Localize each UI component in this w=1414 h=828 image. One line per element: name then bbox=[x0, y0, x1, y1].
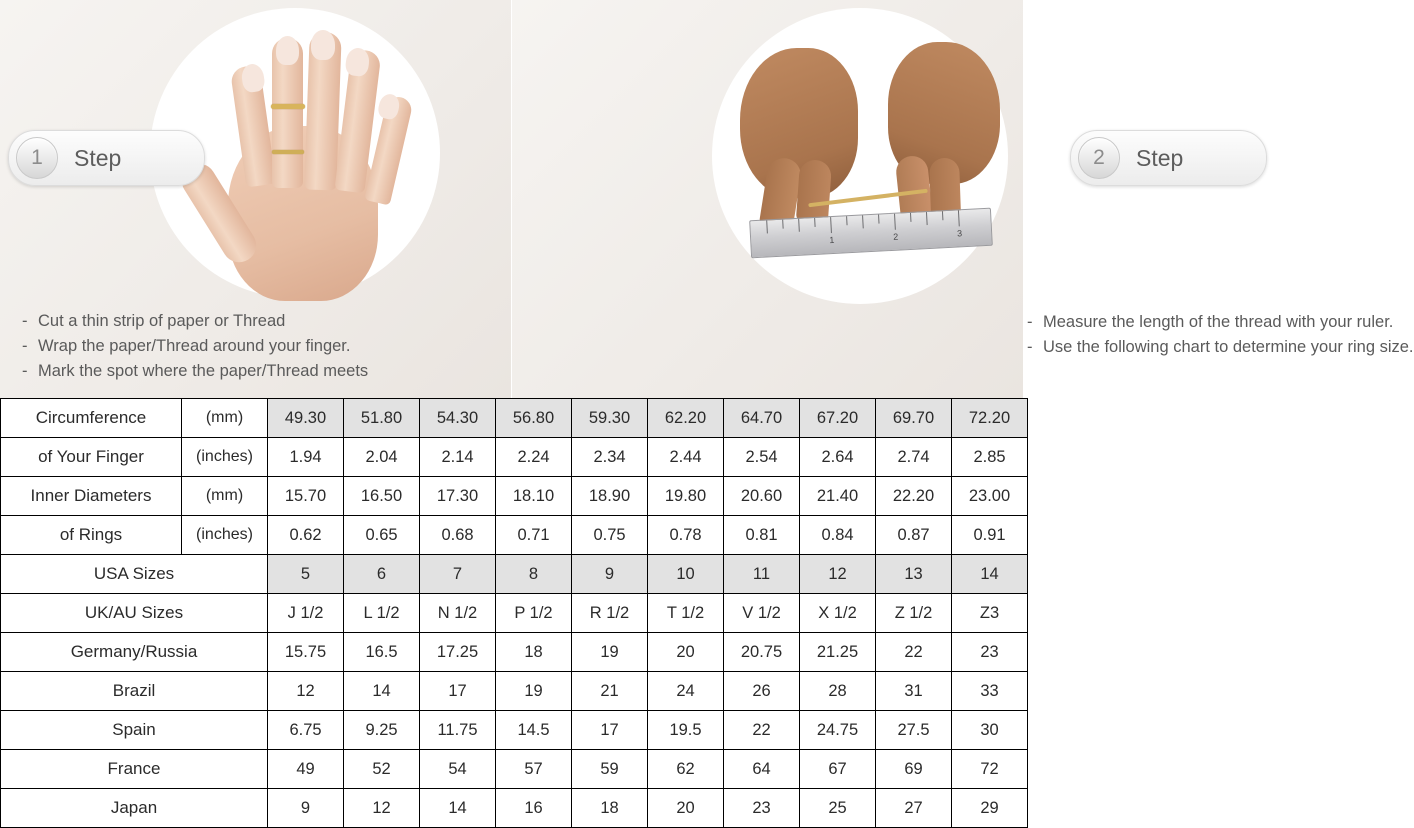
cell: 54 bbox=[420, 750, 496, 789]
cell: V 1/2 bbox=[724, 594, 800, 633]
cell: 9.25 bbox=[344, 711, 420, 750]
row-label-germany-russia: Germany/Russia bbox=[1, 633, 268, 672]
cell: 12 bbox=[268, 672, 344, 711]
cell: 30 bbox=[952, 711, 1028, 750]
cell: 20 bbox=[648, 789, 724, 828]
cell: 62 bbox=[648, 750, 724, 789]
step-1-bullet-3: Mark the spot where the paper/Thread meets bbox=[38, 362, 369, 380]
cell: 2.24 bbox=[496, 438, 572, 477]
row-label-inner-diameters-2: of Rings bbox=[1, 516, 182, 555]
cell: 19 bbox=[572, 633, 648, 672]
cell: Z3 bbox=[952, 594, 1028, 633]
cell: 67 bbox=[800, 750, 876, 789]
table-row bbox=[1, 789, 1028, 828]
cell: 0.81 bbox=[724, 516, 800, 555]
row-unit-mm-2: (mm) bbox=[182, 477, 268, 516]
cell: 20.60 bbox=[724, 477, 800, 516]
cell: 10 bbox=[648, 555, 724, 594]
cell: J 1/2 bbox=[268, 594, 344, 633]
row-label-brazil: Brazil bbox=[1, 672, 268, 711]
step-2-panel bbox=[511, 0, 1414, 398]
cell: 27 bbox=[876, 789, 952, 828]
cell: 16 bbox=[496, 789, 572, 828]
cell: 27.5 bbox=[876, 711, 952, 750]
cell: 49 bbox=[268, 750, 344, 789]
table-row bbox=[1, 438, 1028, 477]
cell: 64.70 bbox=[724, 399, 800, 438]
ruler-mark-3: 3 bbox=[956, 228, 963, 239]
step-2-bullet-2: Use the following chart to determine your ring size. bbox=[1043, 338, 1414, 356]
cell: 16.50 bbox=[344, 477, 420, 516]
table-row bbox=[1, 594, 1028, 633]
cell: 22 bbox=[724, 711, 800, 750]
step-1-badge bbox=[8, 130, 205, 186]
cell: 18 bbox=[496, 633, 572, 672]
cell: 2.85 bbox=[952, 438, 1028, 477]
row-label-japan: Japan bbox=[1, 789, 268, 828]
step-2-number: 2 bbox=[1078, 137, 1120, 179]
cell: 0.62 bbox=[268, 516, 344, 555]
row-unit-inches-2: (inches) bbox=[182, 516, 268, 555]
cell: 0.78 bbox=[648, 516, 724, 555]
cell: 64 bbox=[724, 750, 800, 789]
cell: 14 bbox=[344, 672, 420, 711]
cell: 2.04 bbox=[344, 438, 420, 477]
table-row bbox=[1, 711, 1028, 750]
cell: 17.25 bbox=[420, 633, 496, 672]
cell: 18 bbox=[572, 789, 648, 828]
cell: 20.75 bbox=[724, 633, 800, 672]
ruler-mark-2: 2 bbox=[892, 231, 899, 242]
cell: 14 bbox=[420, 789, 496, 828]
table-row bbox=[1, 399, 1028, 438]
cell: 0.65 bbox=[344, 516, 420, 555]
cell: 33 bbox=[952, 672, 1028, 711]
cell: 0.68 bbox=[420, 516, 496, 555]
cell: 0.71 bbox=[496, 516, 572, 555]
cell: 57 bbox=[496, 750, 572, 789]
cell: 17 bbox=[420, 672, 496, 711]
cell: 2.54 bbox=[724, 438, 800, 477]
cell: 51.80 bbox=[344, 399, 420, 438]
cell: 25 bbox=[800, 789, 876, 828]
cell: 28 bbox=[800, 672, 876, 711]
cell: 15.75 bbox=[268, 633, 344, 672]
cell: 26 bbox=[724, 672, 800, 711]
ruler-mark-1: 1 bbox=[829, 234, 835, 246]
table-row bbox=[1, 672, 1028, 711]
cell: X 1/2 bbox=[800, 594, 876, 633]
cell: 13 bbox=[876, 555, 952, 594]
cell: 23 bbox=[724, 789, 800, 828]
step-1-bullet-1: Cut a thin strip of paper or Thread bbox=[38, 312, 286, 330]
cell: 69 bbox=[876, 750, 952, 789]
cell: 52 bbox=[344, 750, 420, 789]
step-1-instructions: - Cut a thin strip of paper or Thread - Wrap the paper/Thread around your finger. - Mark the spot where the paper/Thread meets bbox=[22, 312, 369, 380]
table-row bbox=[1, 555, 1028, 594]
cell: 9 bbox=[572, 555, 648, 594]
cell: 2.14 bbox=[420, 438, 496, 477]
table-row bbox=[1, 633, 1028, 672]
row-label-inner-diameters: Inner Diameters bbox=[1, 477, 182, 516]
cell: 23 bbox=[952, 633, 1028, 672]
cell: 19.80 bbox=[648, 477, 724, 516]
cell: 54.30 bbox=[420, 399, 496, 438]
cell: 72.20 bbox=[952, 399, 1028, 438]
cell: 15.70 bbox=[268, 477, 344, 516]
cell: 21.25 bbox=[800, 633, 876, 672]
step-1-number: 1 bbox=[16, 137, 58, 179]
step-1-bullet-2: Wrap the paper/Thread around your finger. bbox=[38, 337, 351, 355]
cell: Z 1/2 bbox=[876, 594, 952, 633]
cell: 21.40 bbox=[800, 477, 876, 516]
cell: 8 bbox=[496, 555, 572, 594]
cell: 17.30 bbox=[420, 477, 496, 516]
cell: 18.90 bbox=[572, 477, 648, 516]
step-2-badge bbox=[1070, 130, 1267, 186]
cell: 62.20 bbox=[648, 399, 724, 438]
cell: 24.75 bbox=[800, 711, 876, 750]
cell: 0.91 bbox=[952, 516, 1028, 555]
row-label-spain: Spain bbox=[1, 711, 268, 750]
cell: 0.84 bbox=[800, 516, 876, 555]
row-label-circumference-2: of Your Finger bbox=[1, 438, 182, 477]
cell: 19 bbox=[496, 672, 572, 711]
cell: 49.30 bbox=[268, 399, 344, 438]
cell: 14.5 bbox=[496, 711, 572, 750]
row-label-uk-au-sizes: UK/AU Sizes bbox=[1, 594, 268, 633]
cell: 22.20 bbox=[876, 477, 952, 516]
cell: 31 bbox=[876, 672, 952, 711]
step-2-label: Step bbox=[1136, 144, 1184, 171]
cell: 24 bbox=[648, 672, 724, 711]
cell: T 1/2 bbox=[648, 594, 724, 633]
cell: L 1/2 bbox=[344, 594, 420, 633]
step-2-bullet-1: Measure the length of the thread with your ruler. bbox=[1043, 313, 1394, 331]
row-unit-inches: (inches) bbox=[182, 438, 268, 477]
step-2-instructions: - Measure the length of the thread with your ruler. - Use the following chart to determine your ring size. bbox=[1027, 313, 1414, 356]
cell: 2.34 bbox=[572, 438, 648, 477]
cell: N 1/2 bbox=[420, 594, 496, 633]
cell: 14 bbox=[952, 555, 1028, 594]
cell: 19.5 bbox=[648, 711, 724, 750]
cell: 20 bbox=[648, 633, 724, 672]
table-row bbox=[1, 516, 1028, 555]
cell: 18.10 bbox=[496, 477, 572, 516]
cell: 21 bbox=[572, 672, 648, 711]
cell: 11 bbox=[724, 555, 800, 594]
row-label-circumference: Circumference bbox=[1, 399, 182, 438]
cell: 17 bbox=[572, 711, 648, 750]
cell: 5 bbox=[268, 555, 344, 594]
steps-section bbox=[0, 0, 1414, 398]
cell: 12 bbox=[800, 555, 876, 594]
cell: P 1/2 bbox=[496, 594, 572, 633]
cell: 56.80 bbox=[496, 399, 572, 438]
cell: 67.20 bbox=[800, 399, 876, 438]
cell: 6.75 bbox=[268, 711, 344, 750]
cell: 1.94 bbox=[268, 438, 344, 477]
cell: 12 bbox=[344, 789, 420, 828]
row-label-france: France bbox=[1, 750, 268, 789]
row-unit-mm: (mm) bbox=[182, 399, 268, 438]
cell: 16.5 bbox=[344, 633, 420, 672]
cell: 11.75 bbox=[420, 711, 496, 750]
cell: 6 bbox=[344, 555, 420, 594]
cell: 29 bbox=[952, 789, 1028, 828]
table-row bbox=[1, 750, 1028, 789]
cell: 9 bbox=[268, 789, 344, 828]
cell: 2.44 bbox=[648, 438, 724, 477]
cell: R 1/2 bbox=[572, 594, 648, 633]
ring-size-table bbox=[0, 398, 1028, 828]
step-1-panel bbox=[0, 0, 511, 398]
table-row bbox=[1, 477, 1028, 516]
cell: 2.64 bbox=[800, 438, 876, 477]
step-2-photo bbox=[712, 8, 1008, 304]
cell: 22 bbox=[876, 633, 952, 672]
cell: 0.87 bbox=[876, 516, 952, 555]
cell: 72 bbox=[952, 750, 1028, 789]
cell: 23.00 bbox=[952, 477, 1028, 516]
cell: 59.30 bbox=[572, 399, 648, 438]
cell: 2.74 bbox=[876, 438, 952, 477]
row-label-usa-sizes: USA Sizes bbox=[1, 555, 268, 594]
cell: 0.75 bbox=[572, 516, 648, 555]
cell: 7 bbox=[420, 555, 496, 594]
step-1-label: Step bbox=[74, 144, 122, 171]
cell: 59 bbox=[572, 750, 648, 789]
cell: 69.70 bbox=[876, 399, 952, 438]
